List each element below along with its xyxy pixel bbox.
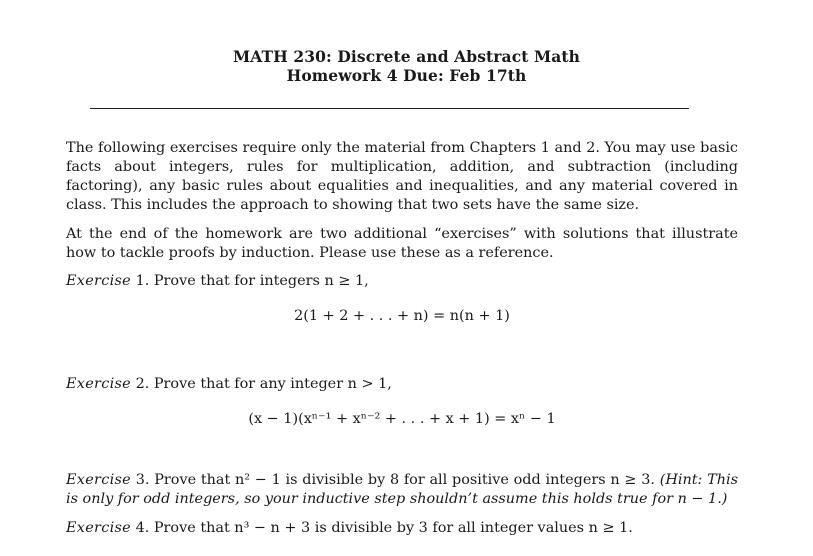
exercise-3 <box>66 471 738 509</box>
exercise-4 <box>66 519 738 538</box>
exercise-2-equation: (x − 1)(xⁿ⁻¹ + xⁿ⁻² + . . . + x + 1) = xⁿ − 1 <box>248 411 556 427</box>
exercise-1-label: Exercise <box>66 273 131 289</box>
exercise-4-text: Prove that n³ − n + 3 is divisible by 3 for all integer values n ≥ 1. <box>153 520 633 536</box>
horizontal-divider <box>90 108 689 109</box>
intro-paragraph-1: The following exercises require only the material from Chapters 1 and 2. You may use basic facts about integers, rules for multiplication, addition, and subtraction (including factoring), any basic rules about equalities and inequalities, and any material covered in class. This includes the approach to showing that two sets have the same size. <box>66 140 738 213</box>
assignment-title: Homework 4 Due: Feb 17th <box>286 66 527 85</box>
exercise-3-hint: (Hint: This is only for odd integers, so your inductive step shouldn’t assume this holds true for n − 1.) <box>66 472 738 507</box>
exercise-4-label: Exercise <box>66 520 131 536</box>
exercise-2 <box>66 375 738 394</box>
exercise-3-text: Prove that n² − 1 is divisible by 8 for all positive odd integers n ≥ 3. <box>154 472 655 488</box>
title-block <box>0 47 813 85</box>
exercise-1-number: 1. <box>135 273 150 289</box>
exercise-2-label: Exercise <box>66 376 131 392</box>
exercise-2-number: 2. <box>135 376 150 392</box>
exercise-3-number: 3. <box>135 472 150 488</box>
exercise-2-text: Prove that for any integer n > 1, <box>153 376 392 392</box>
exercise-1-equation: 2(1 + 2 + . . . + n) = n(n + 1) <box>294 308 510 324</box>
exercise-1 <box>66 272 738 291</box>
course-title: MATH 230: Discrete and Abstract Math <box>232 47 581 66</box>
exercise-4-number: 4. <box>135 520 150 536</box>
document-body <box>66 139 738 538</box>
exercise-1-text: Prove that for integers n ≥ 1, <box>153 273 369 289</box>
intro-paragraph-2: At the end of the homework are two additional “exercises” with solutions that illustrate how to tackle proofs by induction. Please use these as a reference. <box>66 226 738 261</box>
exercise-3-label: Exercise <box>66 472 131 488</box>
